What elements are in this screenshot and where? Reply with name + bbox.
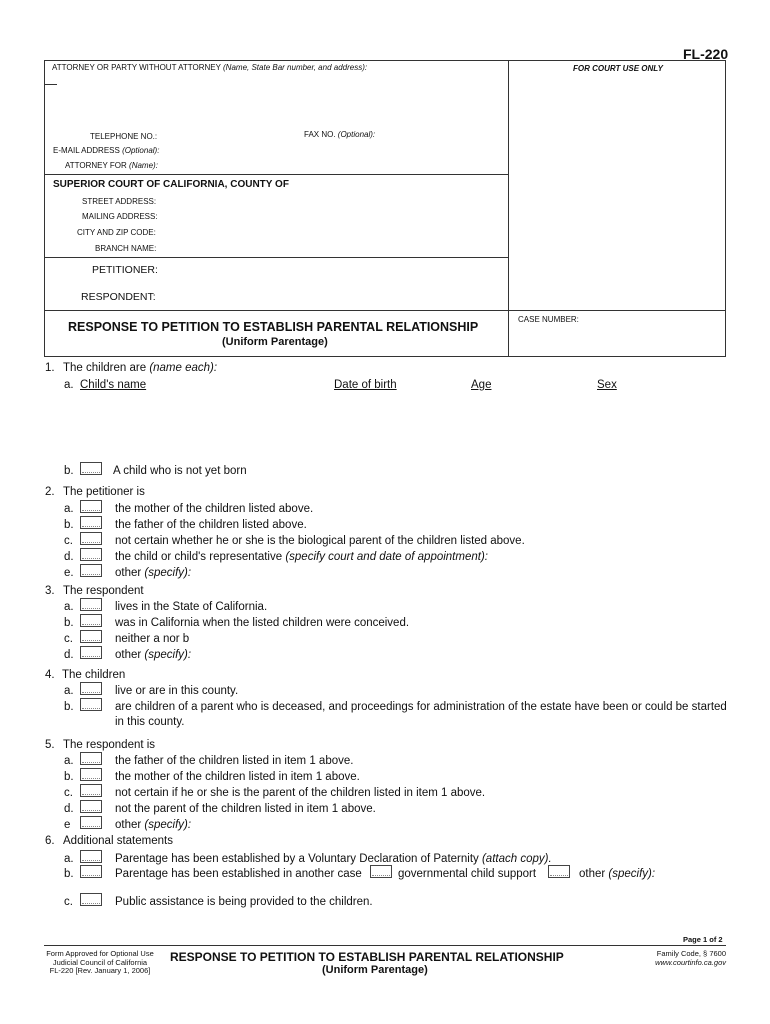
item4-a-checkbox[interactable] <box>80 682 102 695</box>
item2-opt-checkbox[interactable] <box>80 564 102 577</box>
item2-opt-text <box>115 503 313 515</box>
court-title: SUPERIOR COURT OF CALIFORNIA, COUNTY OF <box>53 179 289 190</box>
item3-number: 3. <box>45 585 55 597</box>
branch-label: BRANCH NAME: <box>95 244 157 253</box>
footer-title: RESPONSE TO PETITION TO ESTABLISH PARENTAL RELATIONSHIP <box>170 950 564 964</box>
item6-b-checkbox[interactable] <box>80 865 102 878</box>
item2-opt-label: the mother of the children listed above. <box>115 503 314 515</box>
item5-number: 5. <box>45 739 55 751</box>
form-id: FL-220 <box>683 46 729 62</box>
item6-c-checkbox[interactable] <box>80 893 102 906</box>
fax-label-hint: (Optional): <box>337 130 376 139</box>
item2-opt-label: the father of the children listed above. <box>115 519 307 531</box>
form-subtitle: (Uniform Parentage) <box>222 336 328 348</box>
fax-label-text: FAX NO. <box>304 130 336 139</box>
item5-opt-text <box>115 755 353 767</box>
item3-opt-letter: d. <box>64 649 74 661</box>
footer-approved-2: Judicial Council of California <box>52 957 148 967</box>
city-label: CITY AND ZIP CODE: <box>77 228 156 237</box>
item6-b-other-label: other <box>579 868 606 880</box>
item4-b-letter: b. <box>64 701 74 713</box>
email-label <box>53 146 159 155</box>
footer-url: www.courtinfo.ca.gov <box>655 957 726 967</box>
item4-text: The children <box>62 669 126 681</box>
item4-b-checkbox[interactable] <box>80 698 102 711</box>
item3-opt-text <box>115 633 189 645</box>
item2-number: 2. <box>45 486 55 498</box>
item2-opt-letter: b. <box>64 519 74 531</box>
item2-opt-letter: c. <box>64 535 73 547</box>
item4-number: 4. <box>45 669 55 681</box>
item6-text: Additional statements <box>63 835 173 847</box>
item2-opt-checkbox[interactable] <box>80 532 102 545</box>
footer-approved-1: Form Approved for Optional Use <box>46 949 154 958</box>
item2-opt-label: the child or child's representative <box>115 551 283 563</box>
item4-b-text: are children of a parent who is deceased, and proceedings for administration of the estate have been or could be started <box>115 701 727 713</box>
item3-opt-checkbox[interactable] <box>80 646 102 659</box>
item5-opt-letter: b. <box>64 771 74 783</box>
item1-text-label: The children are <box>63 362 147 374</box>
item2-opt-checkbox[interactable] <box>80 500 102 513</box>
item2-opt-hint: (specify court and date of appointment): <box>285 551 488 563</box>
item1-b-checkbox[interactable] <box>80 462 102 475</box>
attorney-for-text: ATTORNEY FOR <box>65 161 127 170</box>
caption-box <box>44 60 726 357</box>
item5-opt-letter: a. <box>64 755 74 767</box>
item5-opt-letter: c. <box>64 787 73 799</box>
respondent-label: RESPONDENT: <box>81 291 156 303</box>
item2-opt-label: not certain whether he or she is the biological parent of the children listed above. <box>115 535 525 547</box>
item2-opt-letter: d. <box>64 551 74 563</box>
petitioner-label: PETITIONER: <box>92 264 158 276</box>
item1-text <box>63 362 217 374</box>
item5-opt-label: not the parent of the children listed in item 1 above. <box>115 803 376 815</box>
item3-opt-letter: b. <box>64 617 74 629</box>
item1-a-letter: a. <box>64 379 74 391</box>
footer-subtitle: (Uniform Parentage) <box>322 964 428 976</box>
caption-rule-3 <box>44 310 726 311</box>
item6-b-gov-checkbox[interactable] <box>370 865 392 878</box>
item3-opt-label: was in California when the listed children were conceived. <box>115 617 410 629</box>
item3-opt-checkbox[interactable] <box>80 630 102 643</box>
item5-opt-text <box>115 819 191 831</box>
item2-opt-text <box>115 567 191 579</box>
item5-opt-label: the mother of the children listed in item 1 above. <box>115 771 360 783</box>
item1-text-hint: (name each): <box>149 362 218 374</box>
item2-opt-checkbox[interactable] <box>80 548 102 561</box>
item1-number: 1. <box>45 362 55 374</box>
item2-opt-text <box>115 519 307 531</box>
item5-opt-checkbox[interactable] <box>80 784 102 797</box>
item3-text: The respondent <box>63 585 144 597</box>
footer-approved <box>44 950 156 976</box>
item3-opt-text <box>115 617 409 629</box>
item5-opt-hint: (specify): <box>144 819 192 831</box>
item5-opt-text <box>115 787 485 799</box>
item3-opt-label: neither a nor b <box>115 633 190 645</box>
email-label-text: E-MAIL ADDRESS <box>53 146 120 155</box>
caption-rule-2 <box>44 257 508 258</box>
item5-opt-checkbox[interactable] <box>80 816 102 829</box>
item3-opt-label: other <box>115 649 142 661</box>
case-number-label: CASE NUMBER: <box>518 315 579 324</box>
attorney-for-label <box>65 161 158 170</box>
item6-number: 6. <box>45 835 55 847</box>
item5-opt-checkbox[interactable] <box>80 752 102 765</box>
item2-opt-label: other <box>115 567 142 579</box>
item5-text: The respondent is <box>63 739 156 751</box>
attorney-label-hint: (Name, State Bar number, and address): <box>223 63 368 72</box>
item3-opt-label: lives in the State of California. <box>115 601 268 613</box>
attorney-label <box>52 63 367 72</box>
item5-opt-letter: d. <box>64 803 74 815</box>
item2-opt-letter: a. <box>64 503 74 515</box>
footer-code <box>650 950 726 967</box>
attorney-for-hint: (Name): <box>129 161 158 170</box>
court-use-label: FOR COURT USE ONLY <box>573 64 663 73</box>
item1-b-letter: b. <box>64 465 74 477</box>
page-number: Page 1 of 2 <box>683 935 723 944</box>
item3-opt-checkbox[interactable] <box>80 598 102 611</box>
item6-b-other-hint: (specify): <box>608 868 656 880</box>
form-title: RESPONSE TO PETITION TO ESTABLISH PARENTAL RELATIONSHIP <box>68 320 479 334</box>
caption-rule-1 <box>44 174 508 175</box>
attorney-input-line[interactable] <box>45 84 57 85</box>
mailing-label: MAILING ADDRESS: <box>82 212 158 221</box>
item5-opt-checkbox[interactable] <box>80 800 102 813</box>
email-label-hint: (Optional): <box>122 146 160 155</box>
item3-opt-letter: c. <box>64 633 73 645</box>
col-sex: Sex <box>597 379 617 391</box>
item6-a-hint: (attach copy). <box>481 853 552 865</box>
item2-opt-letter: e. <box>64 567 74 579</box>
footer-rule <box>44 945 726 946</box>
item6-a-checkbox[interactable] <box>80 850 102 863</box>
item3-opt-hint: (specify): <box>144 649 192 661</box>
item6-c-letter: c. <box>64 896 73 908</box>
footer-approved-3: FL-220 [Rev. January 1, 2006] <box>49 966 151 975</box>
item6-b-other-text <box>579 868 655 880</box>
item6-b-gov-text: governmental child support <box>398 868 537 880</box>
item5-opt-letter: e <box>64 819 71 831</box>
item5-opt-text <box>115 771 360 783</box>
item5-opt-label: other <box>115 819 142 831</box>
item2-opt-text <box>115 551 488 563</box>
item3-opt-checkbox[interactable] <box>80 614 102 627</box>
attorney-label-text: ATTORNEY OR PARTY WITHOUT ATTORNEY <box>52 63 221 72</box>
footer-code-text: Family Code, § 7600 <box>656 949 726 958</box>
fax-label <box>304 130 375 139</box>
item6-a-text-label: Parentage has been established by a Voluntary Declaration of Paternity <box>115 853 479 865</box>
item5-opt-label: the father of the children listed in item 1 above. <box>115 755 354 767</box>
item6-b-text: Parentage has been established in another case <box>115 868 362 880</box>
street-label: STREET ADDRESS: <box>82 197 157 206</box>
item4-b-text-cont: in this county. <box>115 716 185 728</box>
item5-opt-text <box>115 803 376 815</box>
col-date-of-birth: Date of birth <box>334 379 397 391</box>
col-childs-name: Child's name <box>80 379 147 391</box>
item6-b-other-checkbox[interactable] <box>548 865 570 878</box>
item2-opt-text <box>115 535 525 547</box>
item2-text: The petitioner is <box>63 486 145 498</box>
item4-a-letter: a. <box>64 685 74 697</box>
item5-opt-checkbox[interactable] <box>80 768 102 781</box>
item6-a-letter: a. <box>64 853 74 865</box>
item3-opt-text <box>115 649 191 661</box>
item4-a-text: live or are in this county. <box>115 685 239 697</box>
item6-b-letter: b. <box>64 868 74 880</box>
item2-opt-checkbox[interactable] <box>80 516 102 529</box>
col-age: Age <box>471 379 492 391</box>
item3-opt-letter: a. <box>64 601 74 613</box>
item5-opt-label: not certain if he or she is the parent of the children listed in item 1 above. <box>115 787 486 799</box>
caption-divider <box>508 60 509 357</box>
telephone-label: TELEPHONE NO.: <box>90 132 158 141</box>
item2-opt-hint: (specify): <box>144 567 192 579</box>
item6-a-text <box>115 853 552 865</box>
item6-c-text: Public assistance is being provided to the children. <box>115 896 373 908</box>
item3-opt-text <box>115 601 267 613</box>
item1-b-text: A child who is not yet born <box>113 465 247 477</box>
